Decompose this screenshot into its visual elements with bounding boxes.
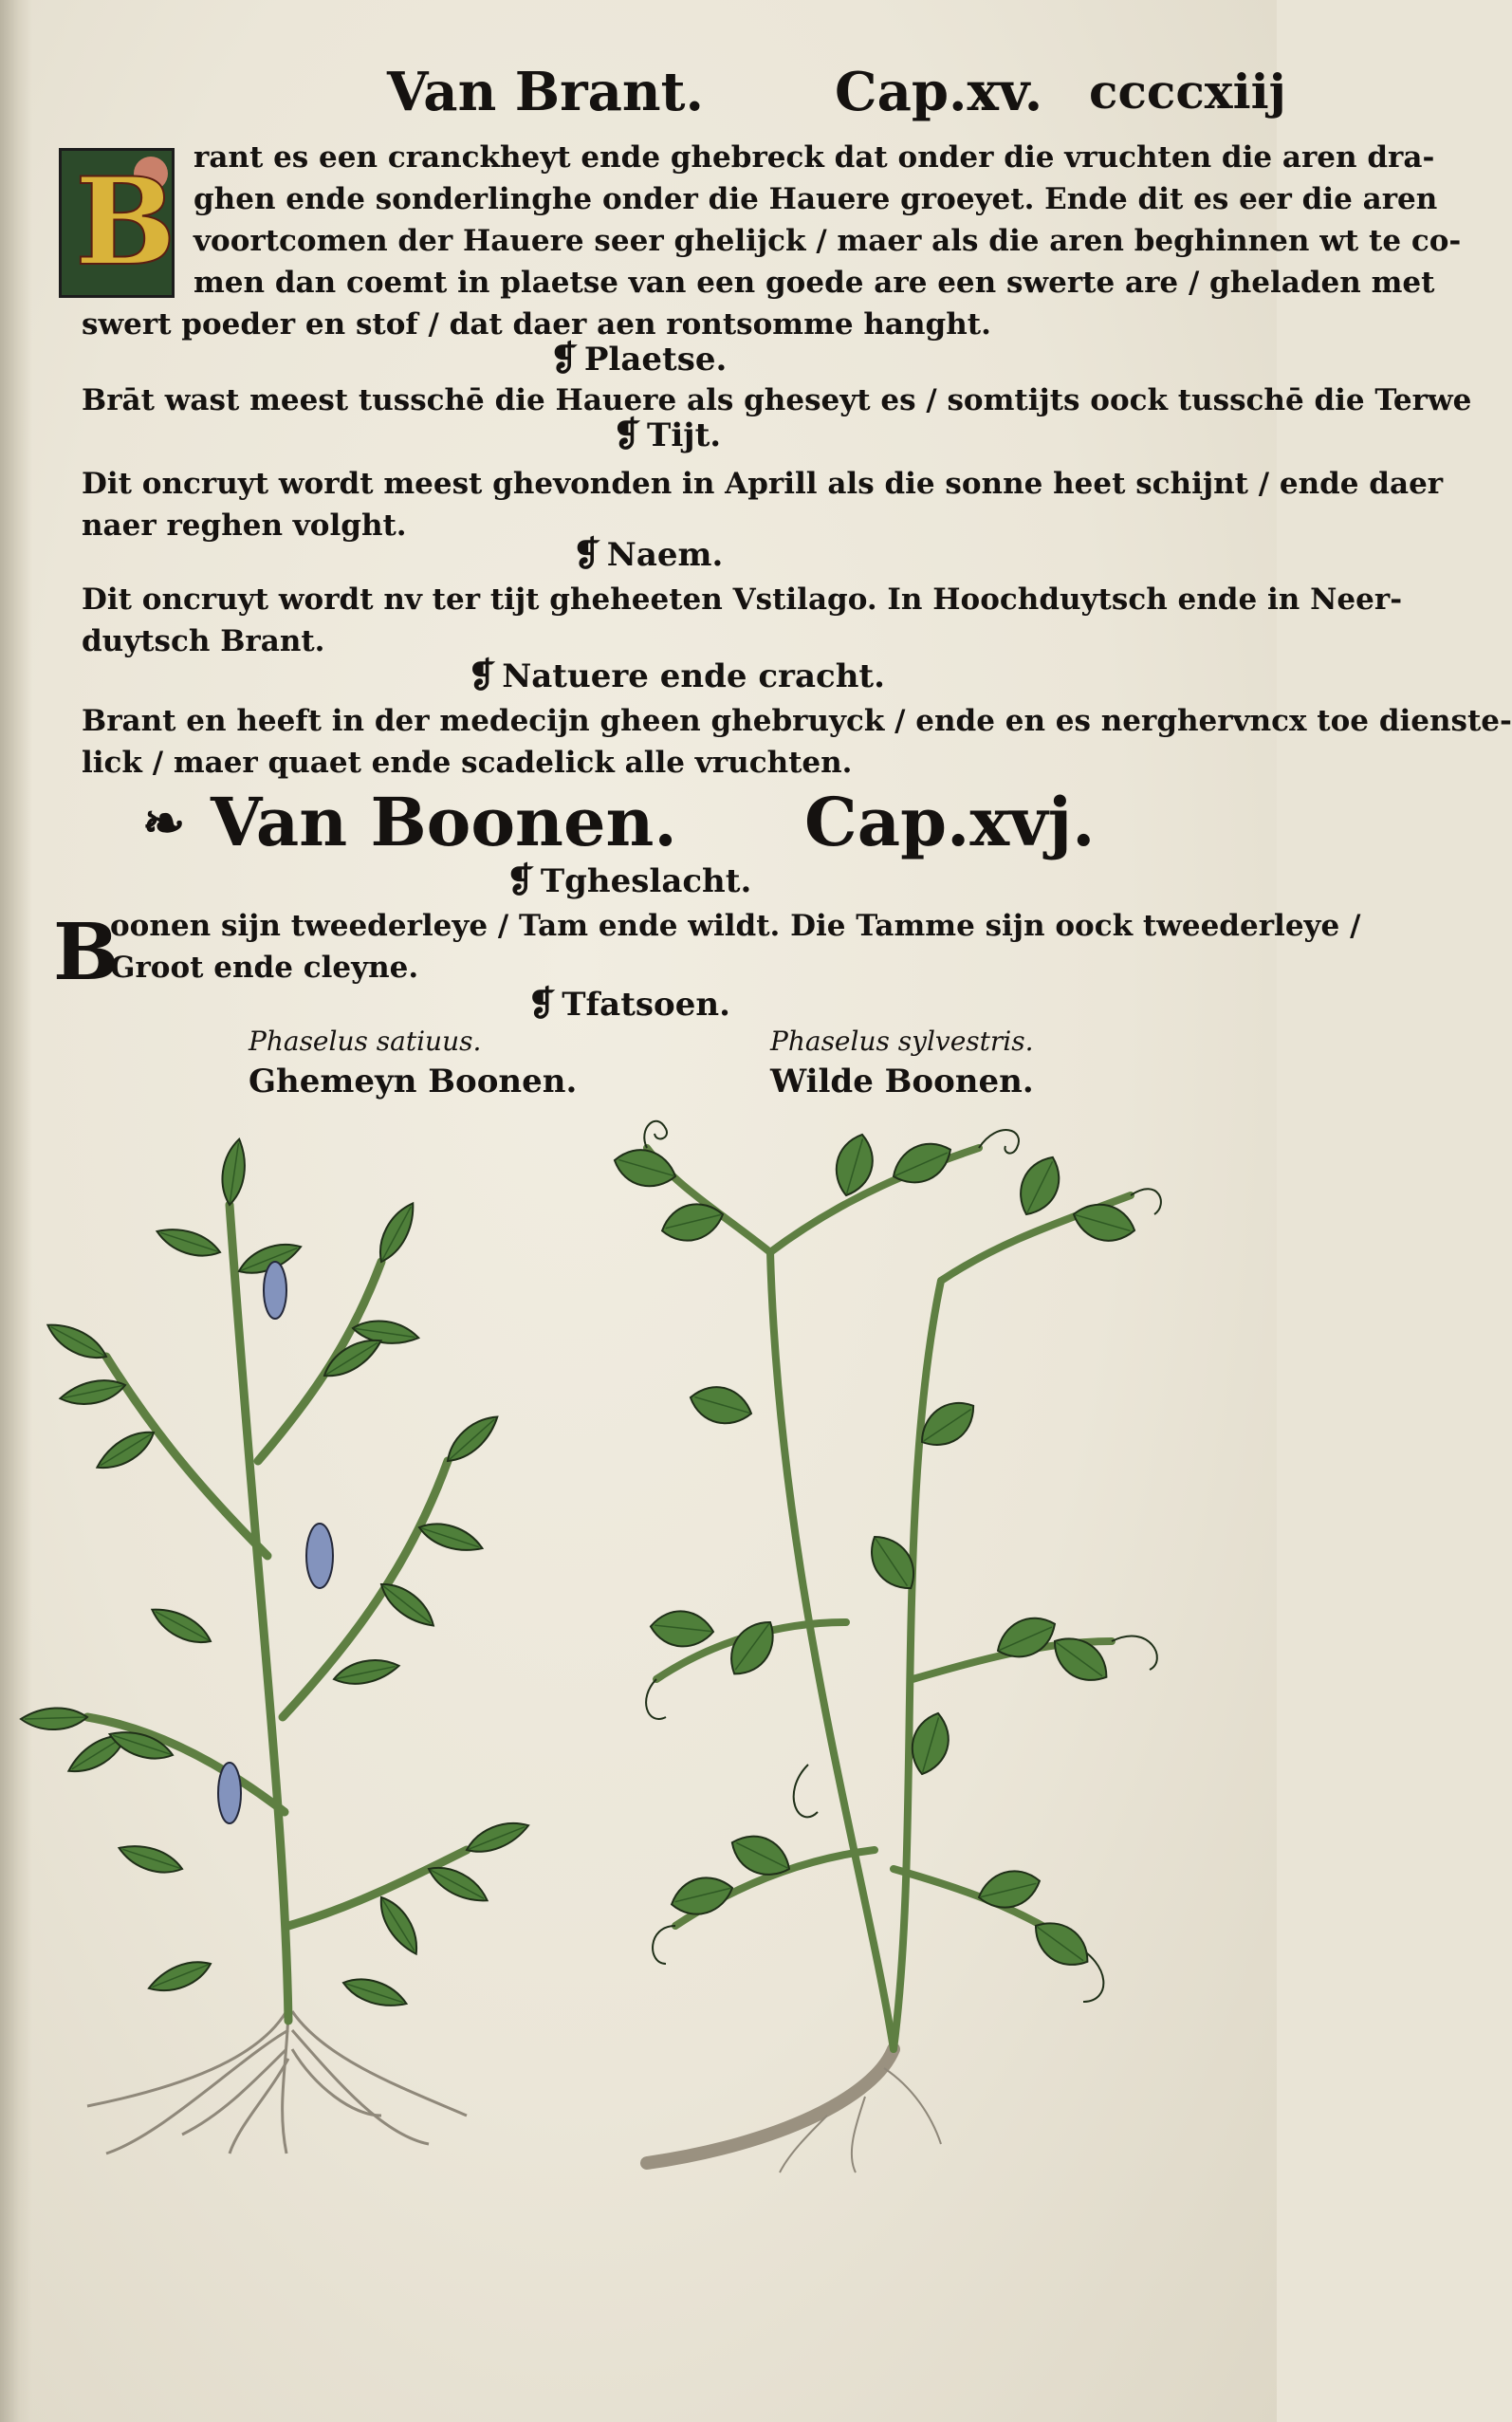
tijt-line: naer reghen volght. — [82, 508, 407, 543]
pilcrow-icon: ❡ — [468, 656, 497, 695]
drop-letter: B — [53, 907, 120, 998]
section-heading-tijt: ❡ Tijt. — [612, 415, 722, 454]
running-chapter: Cap.xv. — [835, 61, 1043, 123]
figure-caption-latin: Phaselus sylvestris. — [770, 1026, 1034, 1057]
pilcrow-icon: ❡ — [572, 534, 601, 574]
intro-line: rant es een cranckheyt ende ghebreck dat onder die vruchten die aren dra- — [194, 140, 1435, 175]
tijt-line: Dit oncruyt wordt meest ghevonden in Aprill als die sonne heet schijnt / ende daer — [82, 467, 1444, 501]
decorated-initial — [59, 148, 175, 298]
naem-line: Dit oncruyt wordt nv ter tijt gheheeten Vstilago. In Hoochduytsch ende in Neer- — [82, 582, 1403, 617]
pilcrow-icon: ❡ — [612, 415, 642, 454]
section-heading-naem: ❡ Naem. — [572, 534, 724, 574]
hedera-flourish-icon: ❧ — [142, 792, 186, 853]
running-head — [0, 59, 1286, 125]
figure-caption-dutch: Ghemeyn Boonen. — [249, 1063, 578, 1100]
chapter-heading — [0, 780, 1277, 865]
common-bean-illustration — [68, 1148, 599, 2172]
natuere-line: Brant en heeft in der medecijn gheen ghebruyck / ende en es nerghervncx toe dienste- — [82, 704, 1512, 738]
figure-caption-dutch: Wilde Boonen. — [770, 1063, 1034, 1100]
intro-line: men dan coemt in plaetse van een goede are een swerte are / gheladen met — [194, 266, 1435, 300]
intro-line: voortcomen der Hauere seer ghelijck / maer als die aren beghinnen wt te co- — [194, 224, 1462, 258]
naem-line: duytsch Brant. — [82, 624, 325, 658]
pilcrow-icon: ❡ — [549, 339, 579, 379]
chapter-number: Cap.xvj. — [804, 783, 1096, 861]
tgheslacht-line: Groot ende cleyne. — [110, 951, 419, 985]
initial-letter: B — [75, 152, 176, 292]
section-heading-natuere: ❡ Natuere ende cracht. — [468, 656, 885, 695]
section-heading-tfatsoen: ❡ Tfatsoen. — [527, 984, 730, 1024]
roots — [87, 2011, 467, 2154]
wild-bean-illustration — [637, 1110, 1207, 2182]
pilcrow-icon: ❡ — [506, 860, 535, 900]
figure-caption-latin: Phaselus satiuus. — [249, 1026, 482, 1057]
folio-number: ccccxiij — [1089, 64, 1286, 120]
tgheslacht-line: oonen sijn tweederleye / Tam ende wildt. Die Tamme sijn oock tweederleye / — [110, 909, 1361, 943]
taproot — [647, 2049, 894, 2163]
section-heading-plaetse: ❡ Plaetse. — [549, 339, 728, 379]
intro-line: swert poeder en stof / dat daer aen rontsomme hanght. — [82, 307, 991, 342]
natuere-line: lick / maer quaet ende scadelick alle vruchten. — [82, 746, 853, 780]
intro-line: ghen ende sonderlinghe onder die Hauere groeyet. Ende dit es eer die aren — [194, 182, 1438, 216]
pilcrow-icon: ❡ — [527, 984, 557, 1024]
running-title: Van Brant. — [387, 61, 705, 123]
section-heading-tgheslacht: ❡ Tgheslacht. — [506, 860, 752, 900]
chapter-title: Van Boonen. — [211, 783, 677, 861]
plaetse-line: Brāt wast meest tusschē die Hauere als gheseyt es / somtijts oock tusschē die Terwe — [82, 383, 1472, 417]
